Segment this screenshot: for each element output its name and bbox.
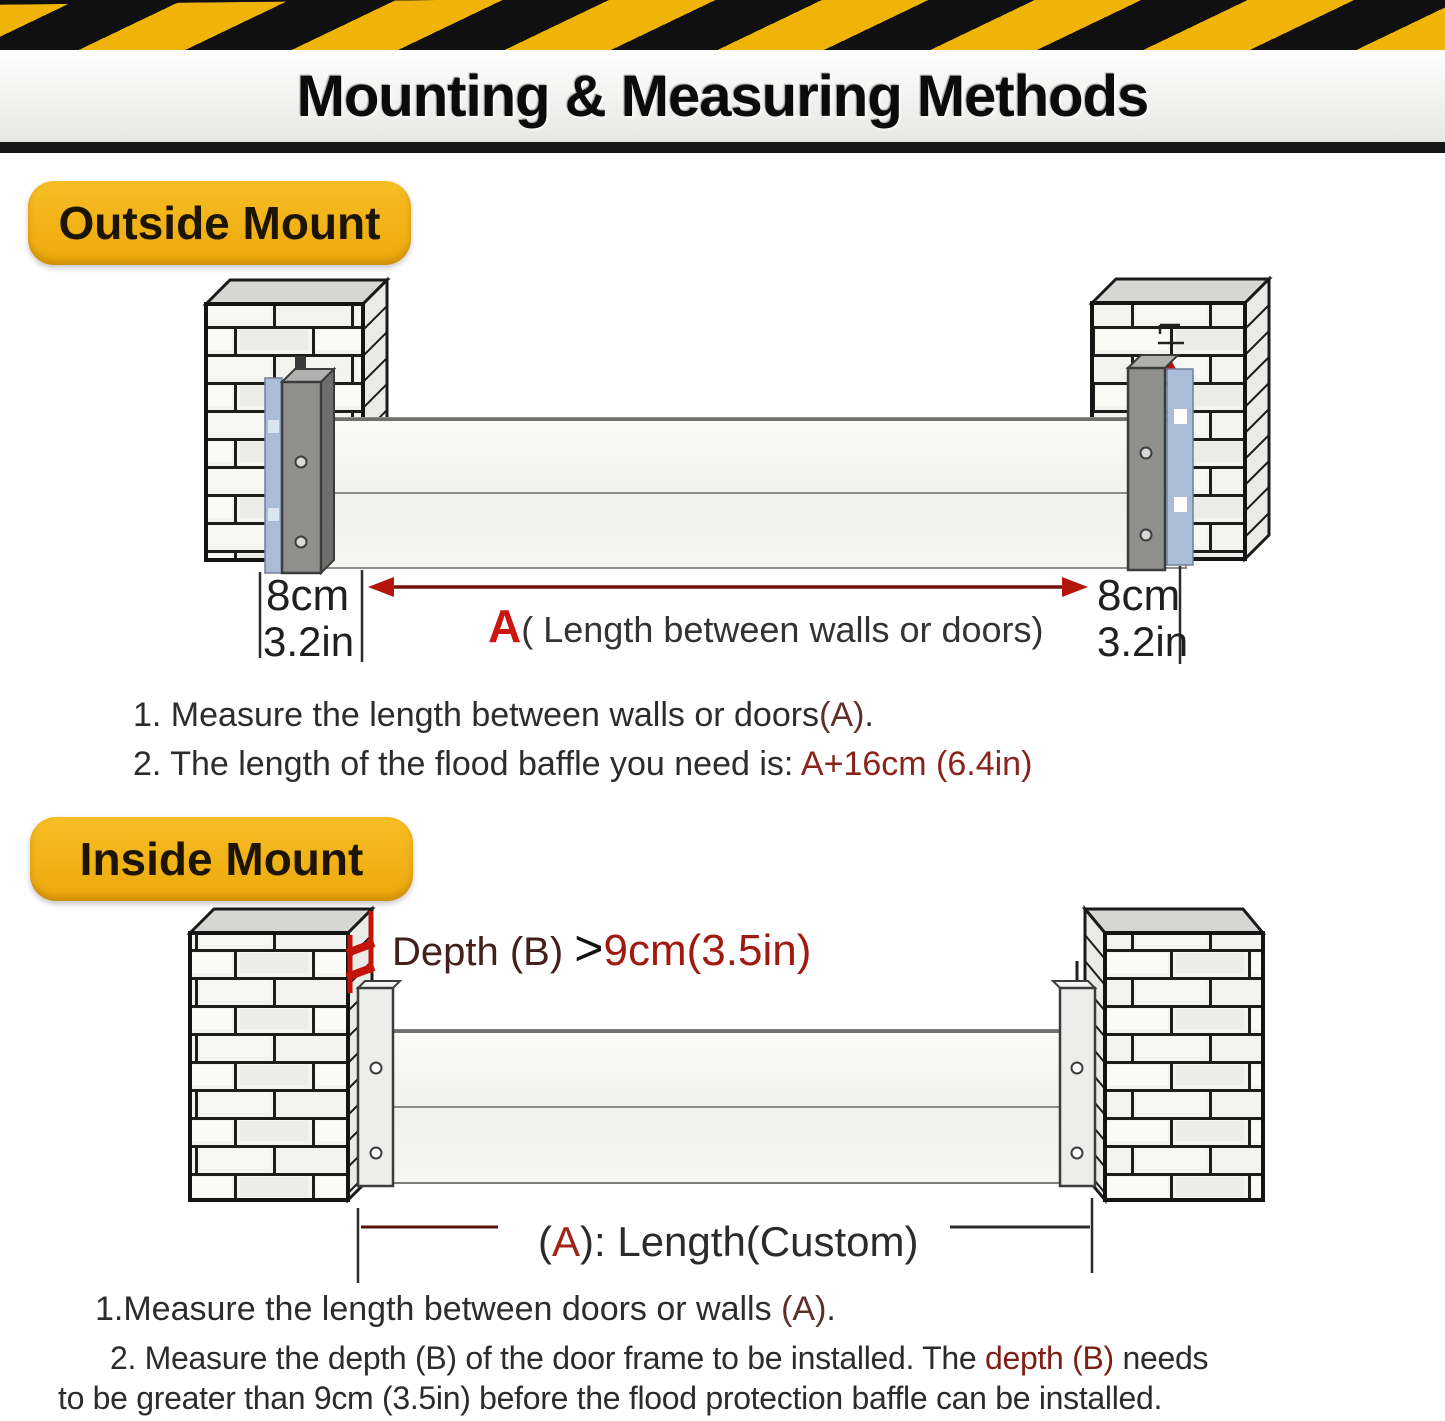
outside-step1-text: 1. Measure the length between walls or doors	[133, 696, 820, 734]
right-offset-in: 3.2in	[1097, 618, 1189, 665]
outside-mount-badge	[28, 181, 411, 265]
depth-note	[392, 920, 811, 976]
depth-note-value: 9cm(3.5in)	[603, 926, 812, 975]
inside-left-mounting-bracket	[358, 981, 400, 1186]
outside-step2-text: 2. The length of the flood baffle you need is:	[133, 745, 801, 783]
span-label-rest: ( Length between walls or doors)	[521, 609, 1044, 650]
left-offset-cm: 8cm	[266, 571, 350, 620]
inside-flood-barrier	[393, 1030, 1060, 1183]
span-label-a: A	[488, 600, 522, 652]
inside-step2-highlight: depth (B)	[984, 1340, 1114, 1376]
inside-right-brick-pillar	[1085, 909, 1263, 1200]
inside-step1-text: 1.Measure the length between doors or walls	[95, 1290, 782, 1328]
depth-note-gt: >	[574, 920, 604, 976]
arrow-head-left	[368, 577, 394, 597]
left-offset-in: 3.2in	[263, 618, 355, 665]
depth-note-label: Depth (B)	[392, 930, 575, 974]
screw-hole	[1141, 530, 1152, 541]
inside-instruction-2-line2	[58, 1380, 1162, 1417]
inside-step1-period: .	[826, 1290, 836, 1328]
outside-left-seal-strip	[265, 378, 282, 573]
outside-left-mounting-bracket	[282, 369, 334, 573]
length-label-open: (	[538, 1218, 552, 1265]
inside-mount-badge-label: Inside Mount	[79, 833, 364, 885]
screw-hole	[1141, 448, 1152, 459]
inside-mount-badge	[30, 817, 413, 901]
inside-instruction-2-line1	[110, 1340, 1208, 1377]
outside-right-seal-strip	[1167, 369, 1193, 565]
screw-hole	[296, 537, 307, 548]
right-offset-cm: 8cm	[1097, 571, 1181, 620]
outside-step1-a: (A)	[819, 696, 865, 734]
arrow-head-right	[1062, 577, 1088, 597]
inside-step2-text: 2. Measure the depth (B) of the door frame to be installed. The	[110, 1340, 985, 1376]
page-title: Mounting & Measuring Methods	[296, 63, 1149, 129]
inside-mount-diagram	[0, 893, 1445, 1293]
outside-mount-badge-label: Outside Mount	[58, 197, 381, 249]
screw-hole	[1072, 1148, 1083, 1159]
inside-step1-a: (A)	[781, 1290, 827, 1328]
outside-mount-diagram	[0, 270, 1445, 680]
inside-left-brick-pillar	[190, 909, 372, 1200]
screw-hole	[371, 1063, 382, 1074]
inside-step2-suffix: needs	[1113, 1340, 1209, 1376]
outside-flood-barrier	[320, 418, 1186, 568]
inside-instruction-1	[95, 1290, 836, 1329]
outside-step2-value: A+16cm (6.4in)	[800, 745, 1033, 783]
outside-step1-period: .	[864, 696, 874, 734]
length-label-a: A	[552, 1218, 581, 1265]
screw-hole	[371, 1148, 382, 1159]
inside-right-mounting-bracket	[1053, 961, 1095, 1186]
screw-hole	[296, 457, 307, 468]
inside-step2-line2: to be greater than 9cm (3.5in) before the flood protection baffle can be installed.	[58, 1380, 1163, 1416]
title-band	[0, 50, 1445, 142]
span-label	[488, 600, 1044, 652]
screw-hole	[1072, 1063, 1083, 1074]
length-label-rest: ): Length(Custom)	[580, 1218, 919, 1265]
outside-instruction-2	[133, 745, 1032, 784]
outside-instruction-1	[133, 696, 874, 735]
header-divider	[0, 142, 1445, 153]
length-label	[538, 1218, 918, 1265]
